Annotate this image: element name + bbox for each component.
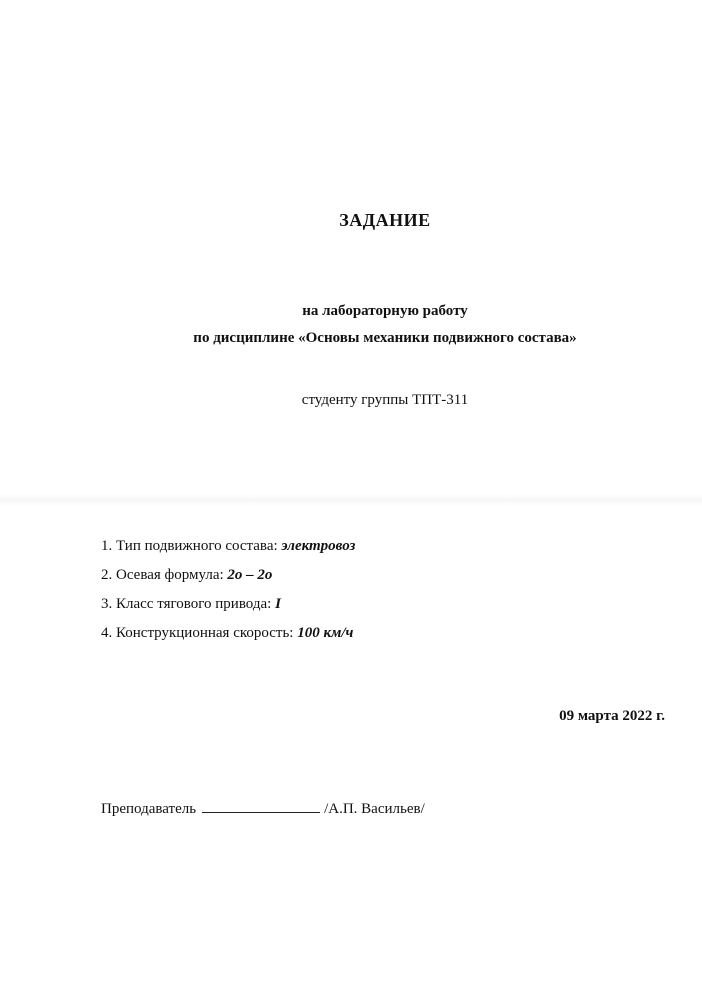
item-value: 100 км/ч <box>297 625 354 641</box>
document-title: ЗАДАНИЕ <box>339 210 431 230</box>
item-label: 4. Конструкционная скорость: <box>101 625 298 641</box>
signature-name: /А.П. Васильев/ <box>324 801 425 817</box>
signature-line <box>202 798 320 813</box>
subtitle-line-2: по дисциплине «Основы механики подвижного состава» <box>193 330 577 346</box>
student-group-line: студенту группы ТПТ-311 <box>301 392 469 408</box>
item-value: 2о – 2о <box>227 567 273 583</box>
signature-role: Преподаватель <box>101 801 197 817</box>
list-item <box>101 593 355 622</box>
paper-fold-line <box>0 494 702 506</box>
signature-block <box>101 798 425 818</box>
list-item <box>101 564 355 593</box>
item-label: 3. Класс тягового привода: <box>101 596 276 612</box>
item-label: 2. Осевая формула: <box>101 567 228 583</box>
task-parameters-list <box>101 535 355 651</box>
item-value: I <box>275 596 281 612</box>
list-item <box>101 535 355 564</box>
list-item <box>101 622 355 651</box>
item-value: электровоз <box>281 538 356 554</box>
item-label: 1. Тип подвижного состава: <box>101 538 282 554</box>
document-date: 09 марта 2022 г. <box>559 708 665 724</box>
subtitle-line-1: на лабораторную работу <box>302 303 468 319</box>
